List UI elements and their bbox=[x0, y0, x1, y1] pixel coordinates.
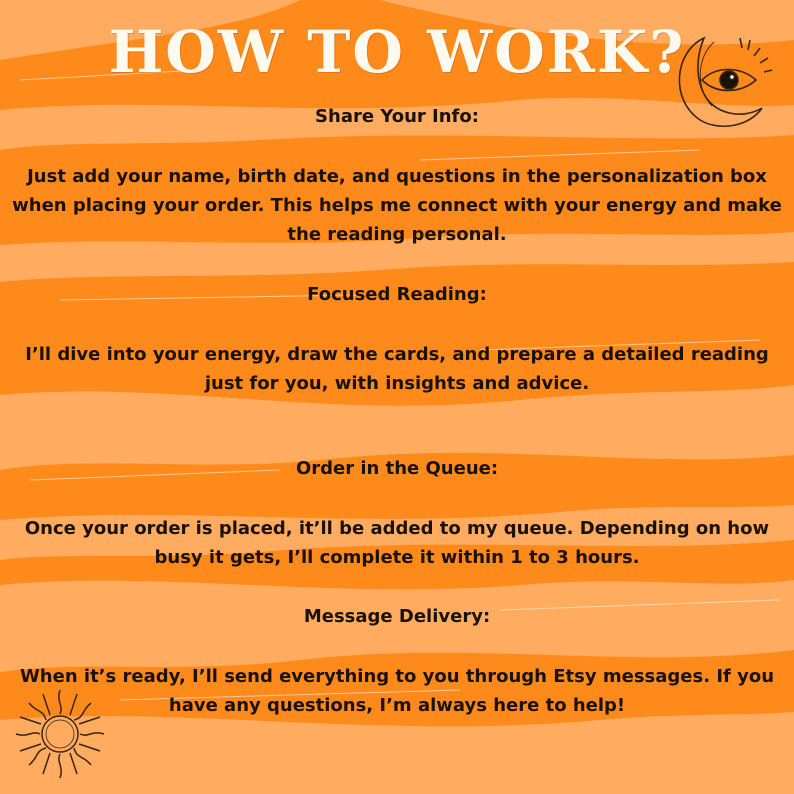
section-heading-focused-reading: Focused Reading: bbox=[307, 284, 487, 305]
section-body-focused-reading: I’ll dive into your energy, draw the cards, and prepare a detailed reading just for you, with insights and advice. bbox=[25, 344, 769, 394]
section-body-message-delivery: When it’s ready, I’ll send everything to you through Etsy messages. If you have any questions, I’m always here to help! bbox=[19, 666, 775, 716]
section-heading-share-info: Share Your Info: bbox=[315, 106, 479, 127]
section-body-share-info: Just add your name, birth date, and questions in the personalization box when placing your order. This helps me connect with your energy and make the reading personal. bbox=[12, 166, 782, 245]
page-title: HOW TO WORK? bbox=[108, 18, 686, 86]
section-heading-order-queue: Order in the Queue: bbox=[295, 458, 499, 479]
section-heading-message-delivery: Message Delivery: bbox=[303, 606, 491, 627]
section-body-order-queue: Once your order is placed, it’ll be added to my queue. Depending on how busy it gets, I’ll complete it within 1 to 3 hours. bbox=[24, 518, 770, 568]
